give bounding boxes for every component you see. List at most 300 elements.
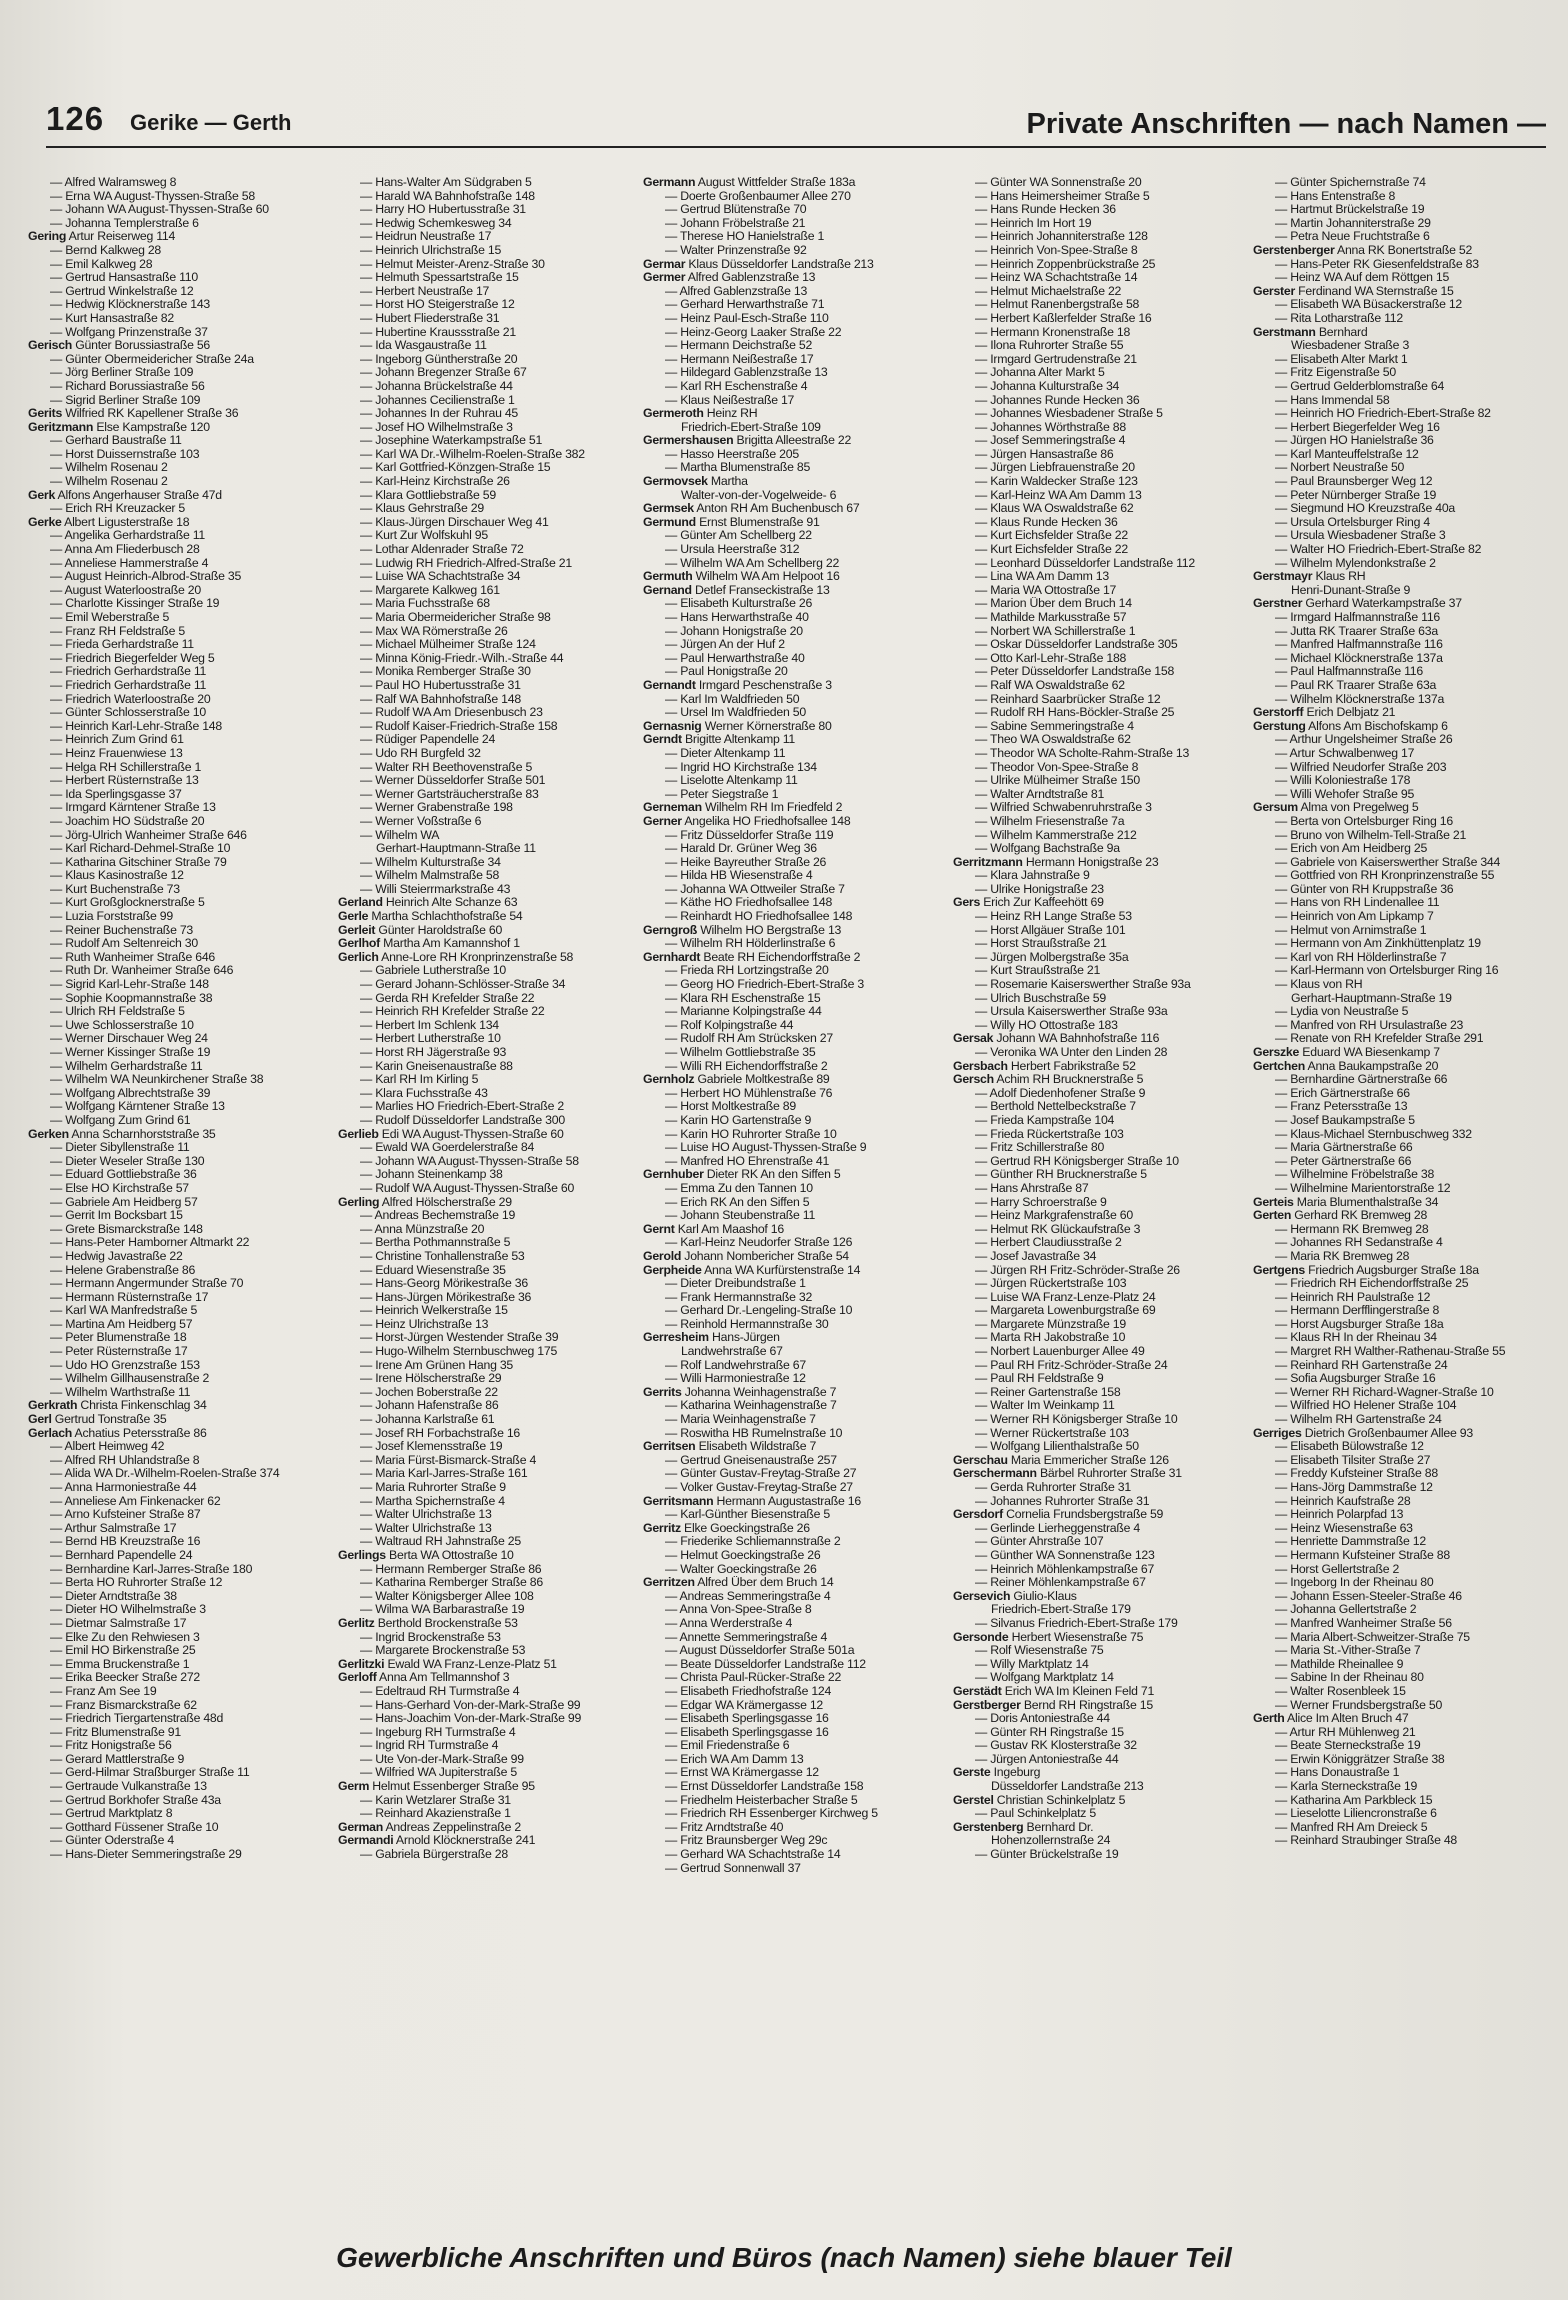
surname: Gerth [1253, 1712, 1285, 1726]
list-item: — Emma Zu den Tannen 10 [665, 1181, 813, 1195]
list-item: — Walter RH Beethovenstraße 5 [360, 760, 533, 774]
list-item: — Rolf Kolpingstraße 44 [665, 1018, 794, 1032]
surname-entry: Gernandt Irmgard Peschenstraße 3 [643, 678, 832, 692]
list-item: — Heinrich Zum Grind 61 [50, 733, 184, 747]
list-item: — Ursula Ortelsburger Ring 4 [1275, 515, 1430, 529]
surname-entry: Gerstmann Bernhard [1253, 325, 1368, 339]
list-item: — Ruth Dr. Wanheimer Straße 646 [50, 964, 234, 978]
surname-entry: Gersevich Giulio-Klaus [953, 1589, 1077, 1603]
list-item: — Ute Von-der-Mark-Straße 99 [360, 1752, 524, 1766]
list-item: — Johanna Alter Markt 5 [975, 366, 1105, 380]
list-item: — Ernst WA Krämergasse 12 [665, 1766, 819, 1780]
list-item: — Walter Ulrichstraße 13 [360, 1521, 492, 1535]
list-item: — Gerhard Herwarthstraße 71 [665, 298, 825, 312]
list-item: — Alida WA Dr.-Wilhelm-Roelen-Straße 374 [50, 1467, 280, 1481]
surname: Germandi [338, 1834, 394, 1848]
list-item: — Erich von Am Heidberg 25 [1275, 842, 1428, 856]
list-item: — Kurt Eichsfelder Straße 22 [975, 543, 1128, 557]
surname: Gernandt [643, 678, 696, 692]
list-item: — Erika Beecker Straße 272 [50, 1671, 201, 1685]
list-item: — Michael Mülheimer Straße 124 [360, 638, 536, 652]
list-item: — Luzia Forststraße 99 [50, 910, 173, 924]
surname: Gertchen [1253, 1059, 1305, 1073]
list-item: — Gerd-Hilmar Straßburger Straße 11 [50, 1766, 250, 1780]
surname-entry: Gerste Ingeburg [953, 1766, 1041, 1780]
list-item: — Klara Fuchsstraße 43 [360, 1086, 488, 1100]
list-item: — Johanna WA Ottweiler Straße 7 [665, 882, 845, 896]
list-item: — Paul RH Fritz-Schröder-Straße 24 [975, 1358, 1168, 1372]
list-item: — Maria RK Bremweg 28 [1275, 1249, 1410, 1263]
surname: Gerstorff [1253, 706, 1304, 720]
list-item: — Johann WA August-Thyssen-Straße 60 [50, 203, 269, 217]
surname: Gerstmayr [1253, 570, 1313, 584]
list-item: — Wilhelm Malmstraße 58 [360, 869, 500, 883]
list-item: — Kurt Eichsfelder Straße 22 [975, 529, 1128, 543]
list-item: — Wolfgang Prinzenstraße 37 [50, 325, 208, 339]
list-item: — Johann Bregenzer Straße 67 [360, 366, 527, 380]
list-item: — Hans-Gerhard Von-der-Mark-Straße 99 [360, 1698, 581, 1712]
list-item: — Maria Fuchsstraße 68 [360, 597, 490, 611]
list-item: — Wilhelm Gillhausenstraße 2 [50, 1372, 210, 1386]
list-item: — Johanna Brückelstraße 44 [360, 379, 513, 393]
list-item: — Anna Werderstraße 4 [665, 1616, 793, 1630]
list-item: — Kurt Hansastraße 82 [50, 311, 174, 325]
header-name-range: Gerike — Gerth [130, 110, 292, 135]
list-item: — Günter Obermeidericher Straße 24a [50, 352, 254, 366]
list-item: — Franz Am See 19 [50, 1684, 157, 1698]
list-item: — Martha Spichernstraße 4 [360, 1494, 505, 1508]
list-item: — Johannes Runde Hecken 36 [975, 393, 1140, 407]
list-item: — Gertrud Borkhofer Straße 43a [50, 1793, 221, 1807]
list-item: — Paul Braunsberger Weg 12 [1275, 475, 1433, 489]
surname: Gers [953, 896, 981, 910]
list-item: — Peter Düsseldorfer Landstraße 158 [975, 665, 1175, 679]
list-item: — Heinrich Im Hort 19 [975, 216, 1092, 230]
list-item: — Günter von RH Kruppstraße 36 [1275, 882, 1454, 896]
list-item: — Günter RH Ringstraße 15 [975, 1725, 1124, 1739]
surname-entry: German Andreas Zeppelinstraße 2 [338, 1820, 521, 1834]
list-item: — Gerard Johann-Schlösser-Straße 34 [360, 978, 566, 992]
list-item: — Richard Borussiastraße 56 [50, 379, 205, 393]
surname: Gerrits [643, 1385, 682, 1399]
list-item: — Joachim HO Südstraße 20 [50, 814, 205, 828]
list-item: — Fritz Schillerstraße 80 [975, 1141, 1105, 1155]
surname-entry: Germer Alfred Gablenzstraße 13 [643, 271, 816, 285]
list-item: — Heinz Frauenwiese 13 [50, 746, 183, 760]
list-item: — Jürgen Liebfrauenstraße 20 [975, 461, 1135, 475]
surname-entry: Gerschau Maria Emmericher Straße 126 [953, 1453, 1169, 1467]
list-item: — Sofia Augsburger Straße 16 [1275, 1372, 1436, 1386]
list-item: — August Waterloostraße 20 [50, 583, 201, 597]
list-item: — Willy HO Ottostraße 183 [975, 1018, 1118, 1032]
list-item: — Elisabeth Alter Markt 1 [1275, 352, 1408, 366]
list-item: — Luise HO August-Thyssen-Straße 9 [665, 1141, 867, 1155]
list-item: — Friedhelm Heisterbacher Straße 5 [665, 1793, 858, 1807]
surname-entry: Gersum Alma von Pregelweg 5 [1253, 801, 1419, 815]
surname-entry: Gerloff Anna Am Tellmannshof 3 [338, 1671, 510, 1685]
list-item: — Kurt Straußstraße 21 [975, 964, 1101, 978]
surname-entry: Gersch Achim RH Brucknerstraße 5 [953, 1073, 1144, 1087]
list-item: — Klaus-Michael Sternbuschweg 332 [1275, 1127, 1472, 1141]
list-item: — Fritz Arndtstraße 40 [665, 1820, 784, 1834]
list-item: — Walter Rosenbleek 15 [1275, 1684, 1406, 1698]
list-item: — Reinhold Hermannstraße 30 [665, 1317, 829, 1331]
list-item: — Heinrich Von-Spee-Straße 8 [975, 243, 1138, 257]
list-item: — Fritz Blumenstraße 91 [50, 1725, 181, 1739]
surname: Gerste [953, 1766, 991, 1780]
list-item: — Paul HO Hubertusstraße 31 [360, 678, 521, 692]
list-item: — Martha Blumenstraße 85 [665, 461, 811, 475]
surname-entry: Gerstel Christian Schinkelplatz 5 [953, 1793, 1126, 1807]
list-item: — Fritz Braunsberger Weg 29c [665, 1834, 828, 1848]
list-item: — Wilhelm RH Hölderlinstraße 6 [665, 937, 836, 951]
list-item: — Karl WA Dr.-Wilhelm-Roelen-Straße 382 [360, 447, 585, 461]
list-item: — Sigrid Karl-Lehr-Straße 148 [50, 978, 209, 992]
list-item: — Wilfried Schwabenruhrstraße 3 [975, 801, 1152, 815]
list-item: — Karin HO Ruhrorter Straße 10 [665, 1127, 837, 1141]
list-item: — Eduard Gottliebstraße 36 [50, 1168, 197, 1182]
list-item: — Heinz Markgrafenstraße 60 [975, 1209, 1133, 1223]
list-item: — Udo RH Burgfeld 32 [360, 746, 481, 760]
list-item: — Bernd Kalkweg 28 [50, 243, 162, 257]
list-item: — Theo WA Oswaldstraße 62 [975, 733, 1131, 747]
list-item: — Herbert Rüsternstraße 13 [50, 774, 199, 788]
list-item: — Jürgen An der Huf 2 [665, 638, 785, 652]
list-item: — Friedrich Gerhardstraße 11 [50, 665, 207, 679]
entry-continuation: Gerhart-Hauptmann-Straße 19 [1291, 991, 1452, 1005]
list-item: — Willi Steierrmarkstraße 43 [360, 882, 511, 896]
list-item: — Werner Rückertstraße 103 [975, 1426, 1129, 1440]
list-item: — Edeltraud RH Turmstraße 4 [360, 1684, 520, 1698]
list-item: — Hans-Walter Am Südgraben 5 [360, 176, 532, 189]
list-item: — Mathilde Rheinallee 9 [1275, 1657, 1404, 1671]
list-item: — Bernhard Papendelle 24 [50, 1548, 193, 1562]
directory-columns [28, 176, 1548, 2176]
list-item: — Willi RH Eichendorffstraße 2 [665, 1059, 828, 1073]
list-item: — Werner Gartsträucherstraße 83 [360, 787, 539, 801]
list-item: — Karin Wetzlarer Straße 31 [360, 1793, 511, 1807]
list-item: — Elisabeth Kulturstraße 26 [665, 597, 813, 611]
surname-entry: Gersak Johann WA Bahnhofstraße 116 [953, 1032, 1160, 1046]
surname: Gersdorf [953, 1508, 1003, 1522]
list-item: — Hermann Remberger Straße 86 [360, 1562, 542, 1576]
list-item: — Werner RH Richard-Wagner-Straße 10 [1275, 1385, 1494, 1399]
list-item: — Otto Karl-Lehr-Straße 188 [975, 651, 1127, 665]
surname: Gerold [643, 1249, 682, 1263]
list-item: — Hubert Fliederstraße 31 [360, 311, 500, 325]
list-item: — Helmut Ranenbergstraße 58 [975, 298, 1140, 312]
list-item: — Maria Albert-Schweitzer-Straße 75 [1275, 1630, 1470, 1644]
list-item: — Gabriele Lutherstraße 10 [360, 964, 506, 978]
entry-continuation: Wiesbadener Straße 3 [1291, 339, 1410, 353]
surname: Germovsek [643, 475, 708, 489]
surname: Gerresheim [643, 1331, 709, 1345]
list-item: — Werner RH Königsberger Straße 10 [975, 1413, 1178, 1427]
list-item: — Harald WA Bahnhofstraße 148 [360, 189, 535, 203]
list-item: — Eduard Wiesenstraße 35 [360, 1263, 506, 1277]
list-item: — Wilhelmine Fröbelstraße 38 [1275, 1168, 1435, 1182]
list-item: — Petra Neue Fruchtstraße 6 [1275, 230, 1430, 244]
list-item: — Erich WA Am Damm 13 [665, 1752, 804, 1766]
list-item: — Manfred HO Ehrenstraße 41 [665, 1154, 830, 1168]
list-item: — Paul Honigstraße 20 [665, 665, 788, 679]
list-item: — Charlotte Kissinger Straße 19 [50, 597, 220, 611]
list-item: — Gerda RH Krefelder Straße 22 [360, 991, 535, 1005]
list-item: — Maria St.-Vither-Straße 7 [1275, 1644, 1421, 1658]
list-item: — Wolfgang Marktplatz 14 [975, 1671, 1114, 1685]
list-item: — Wilhelm Rosenau 2 [50, 461, 168, 475]
list-item: — Karin HO Gartenstraße 9 [665, 1113, 812, 1127]
list-item: — Horst Straußstraße 21 [975, 937, 1107, 951]
surname: Gerner [643, 814, 682, 828]
list-item: — Emil Friedenstraße 6 [665, 1739, 790, 1753]
surname: Gerngroß [643, 923, 698, 937]
list-item: — August Düsseldorfer Straße 501a [665, 1644, 855, 1658]
list-item: — Georg HO Friedrich-Ebert-Straße 3 [665, 978, 864, 992]
surname-entry: Gerlitzki Ewald WA Franz-Lenze-Platz 51 [338, 1657, 557, 1671]
list-item: — Helmuth Spessartstraße 15 [360, 271, 519, 285]
list-item: — Reinhard Akazienstraße 1 [360, 1807, 511, 1821]
surname-entry: Gers Erich Zur Kaffeehött 69 [953, 896, 1104, 910]
list-item: — Jürgen Rückertstraße 103 [975, 1277, 1127, 1291]
list-item: — Elisabeth Sperlingsgasse 16 [665, 1712, 829, 1726]
surname: Gerstner [1253, 597, 1303, 611]
surname: Gerloff [338, 1671, 377, 1685]
list-item: — Heinrich Polarpfad 13 [1275, 1508, 1404, 1522]
surname-entry: Gerling Alfred Hölscherstraße 29 [338, 1195, 512, 1209]
list-item: — Klaus Gehrstraße 29 [360, 502, 484, 516]
surname-entry: Germovsek Martha [643, 475, 748, 489]
list-item: — Herbert Neustraße 17 [360, 284, 490, 298]
entry-continuation: Düsseldorfer Landstraße 213 [991, 1780, 1144, 1794]
surname: Gersum [1253, 801, 1298, 815]
list-item: — Herbert Kaßlerfelder Straße 16 [975, 311, 1152, 325]
list-item: — Irmgard Gertrudenstraße 21 [975, 352, 1137, 366]
list-item: — Hans-Peter RK Giesenfeldstraße 83 [1275, 257, 1479, 271]
list-item: — Hans Immendal 58 [1275, 393, 1390, 407]
list-item: — Volker Gustav-Freytag-Straße 27 [665, 1481, 853, 1494]
surname-entry: Gerriges Dietrich Großenbaumer Allee 93 [1253, 1426, 1473, 1440]
list-item: — Günter Schlosserstraße 10 [50, 706, 206, 720]
list-item: — Heidrun Neustraße 17 [360, 230, 492, 244]
list-item: — Hedwig Klöcknerstraße 143 [50, 298, 211, 312]
list-item: — Jürgen HO Hanielstraße 36 [1275, 434, 1434, 448]
list-item: — Walter Im Weinkamp 11 [975, 1399, 1115, 1413]
list-item: — Martin Johanniterstraße 29 [1275, 216, 1431, 230]
surname-entry: Gernhuber Dieter RK An den Siffen 5 [643, 1168, 841, 1182]
list-item: — Bertha Pothmannstraße 5 [360, 1236, 511, 1250]
list-item: — Maria Karl-Jarres-Straße 161 [360, 1467, 528, 1481]
surname-entry: Gerstenberg Bernhard Dr. [953, 1820, 1094, 1834]
list-item: — Bernhardine Karl-Jarres-Straße 180 [50, 1562, 253, 1576]
list-item: — Hans-Dieter Semmeringstraße 29 [50, 1848, 242, 1862]
surname: Gerke [28, 515, 62, 529]
list-item: — Doerte Großenbaumer Allee 270 [665, 189, 851, 203]
list-item: — Wilhelm Kulturstraße 34 [360, 855, 501, 869]
surname-entry: Gerster Ferdinand WA Sternstraße 15 [1253, 284, 1454, 298]
list-item: — Heinrich Johanniterstraße 128 [975, 230, 1148, 244]
surname-entry: Gerstorff Erich Delbjatz 21 [1253, 706, 1396, 720]
list-item: — Anneliese Hammerstraße 4 [50, 556, 209, 570]
list-item: — Günter Spichernstraße 74 [1275, 176, 1426, 189]
surname-entry: Gerritzmann Hermann Honigstraße 23 [953, 855, 1159, 869]
list-item: — Gertrud Blütenstraße 70 [665, 203, 807, 217]
list-item: — Katharina Remberger Straße 86 [360, 1576, 543, 1590]
list-item: — Maria Weinhagenstraße 7 [665, 1413, 816, 1427]
entry-continuation: Landwehrstraße 67 [681, 1345, 783, 1359]
list-item: — Margarete Brockenstraße 53 [360, 1644, 526, 1658]
surname: Germar [643, 257, 686, 271]
surname-entry: Geritzmann Else Kampstraße 120 [28, 420, 210, 434]
list-item: — Berthold Nettelbeckstraße 7 [975, 1100, 1136, 1114]
list-item: — Herbert Lutherstraße 10 [360, 1032, 501, 1046]
list-item: — Marion Über dem Bruch 14 [975, 597, 1132, 611]
list-item: — Josef Javastraße 34 [975, 1249, 1097, 1263]
surname: Germann [643, 176, 696, 189]
list-item: — Artur Schwalbenweg 17 [1275, 746, 1415, 760]
list-item: — Maria Gärtnerstraße 66 [1275, 1141, 1413, 1155]
list-item: — Wilhelmine Marientorstraße 12 [1275, 1181, 1451, 1195]
list-item: — Ruth Wanheimer Straße 646 [50, 950, 216, 964]
list-item: — Sabine Semmeringstraße 4 [975, 719, 1134, 733]
list-item: — Frieda RH Lortzingstraße 20 [665, 964, 829, 978]
list-item: — Fritz Eigenstraße 50 [1275, 366, 1396, 380]
list-item: — Arno Kufsteiner Straße 87 [50, 1508, 201, 1522]
list-item: — Wilhelm Gottliebstraße 35 [665, 1046, 816, 1059]
list-item: — Ingeborg Güntherstraße 20 [360, 352, 518, 366]
surname-entry: Gernand Detlef Franseckistraße 13 [643, 583, 830, 597]
list-item: — Wolfgang Bachstraße 9a [975, 842, 1120, 856]
surname-entry: Gernasnig Werner Körnerstraße 80 [643, 719, 832, 733]
list-item: — Ingrid HO Kirchstraße 134 [665, 760, 817, 774]
list-item: — Therese HO Hanielstraße 1 [665, 230, 825, 244]
surname-entry: Gerndt Brigitte Altenkamp 11 [643, 733, 796, 747]
list-item: — Luise WA Franz-Lenze-Platz 24 [975, 1290, 1156, 1304]
list-item: — Peter Nürnberger Straße 19 [1275, 488, 1437, 502]
list-item: — Josef Baukampstraße 5 [1275, 1113, 1415, 1127]
list-item: — Friedrich RH Eichendorffstraße 25 [1275, 1277, 1469, 1291]
list-item: — Hans von RH Lindenallee 11 [1275, 896, 1440, 910]
surname: Gerisch [28, 339, 73, 353]
list-item: — Luise WA Schachtstraße 34 [360, 570, 521, 584]
directory-column-5 [1253, 176, 1553, 1848]
list-item: — Renate von RH Krefelder Straße 291 [1275, 1032, 1484, 1046]
list-item: — Jürgen RH Fritz-Schröder-Straße 26 [975, 1263, 1180, 1277]
list-item: — Hartmut Brückelstraße 19 [1275, 203, 1425, 217]
list-item: — Peter Gärtnerstraße 66 [1275, 1154, 1412, 1168]
list-item: — Maria WA Ottostraße 17 [975, 583, 1117, 597]
list-item: — Beate Düsseldorfer Landstraße 112 [665, 1657, 866, 1671]
list-item: — Norbert Lauenburger Allee 49 [975, 1345, 1145, 1359]
list-item: — Klaus Runde Hecken 36 [975, 515, 1118, 529]
list-item: — Frieda Gerhardstraße 11 [50, 638, 194, 652]
list-item: — Grete Bismarckstraße 148 [50, 1222, 203, 1236]
surname-entry: Germeroth Heinz RH [643, 407, 758, 421]
list-item: — Klaus von RH [1275, 978, 1363, 992]
list-item: — Hilda HB Wiesenstraße 4 [665, 869, 813, 883]
list-item: — Gertraude Vulkanstraße 13 [50, 1780, 207, 1794]
list-item: — Johann WA August-Thyssen-Straße 58 [360, 1154, 579, 1168]
surname: Gerschermann [953, 1467, 1037, 1481]
list-item: — Michael Klöcknerstraße 137a [1275, 651, 1443, 665]
list-item: — Ursula Heerstraße 312 [665, 543, 800, 557]
list-item: — Paul RH Feldstraße 9 [975, 1372, 1104, 1386]
list-item: — Klaus Neißestraße 17 [665, 393, 795, 407]
list-item: — Elisabeth Sperlingsgasse 16 [665, 1725, 829, 1739]
list-item: — Anneliese Am Finkenacker 62 [50, 1494, 221, 1508]
list-item: — Franz RH Feldstraße 5 [50, 624, 186, 638]
surname-entry: Gerstädt Erich WA Im Kleinen Feld 71 [953, 1684, 1155, 1698]
list-item: — Gertrud Marktplatz 8 [50, 1807, 173, 1821]
list-item: — Norbert Neustraße 50 [1275, 461, 1405, 475]
list-item: — Karl-Heinz Kirchstraße 26 [360, 475, 510, 489]
surname: Germeroth [643, 407, 704, 421]
list-item: — Maria Fürst-Bismarck-Straße 4 [360, 1453, 537, 1467]
list-item: — Gertrud Gelderblomstraße 64 [1275, 379, 1445, 393]
list-item: — Wolfgang Zum Grind 61 [50, 1113, 191, 1127]
surname-entry: Gering Artur Reiserweg 114 [28, 230, 176, 244]
list-item: — Anna Von-Spee-Straße 8 [665, 1603, 812, 1617]
list-item: — Jürgen Molbergstraße 35a [975, 950, 1129, 964]
list-item: — Heinrich Möhlenkampstraße 67 [975, 1562, 1155, 1576]
list-item: — Liselotte Altenkamp 11 [665, 774, 798, 788]
list-item: — Siegmund HO Kreuzstraße 40a [1275, 502, 1456, 516]
list-item: — Emil Weberstraße 5 [50, 611, 170, 624]
list-item: — Friedrich Tiergartenstraße 48d [50, 1712, 224, 1726]
list-item: — Werner Dirschauer Weg 24 [50, 1032, 208, 1046]
list-item: — Werner Voßstraße 6 [360, 814, 482, 828]
list-item: — Silvanus Friedrich-Ebert-Straße 179 [975, 1616, 1178, 1630]
list-item: — Heinrich Kaufstraße 28 [1275, 1494, 1411, 1508]
list-item: — Gertrud RH Königsberger Straße 10 [975, 1154, 1179, 1168]
surname-entry: Gerleit Günter Haroldstraße 60 [338, 923, 503, 937]
list-item: — Heinrich RH Paulstraße 12 [1275, 1290, 1431, 1304]
entry-continuation: Gerhart-Hauptmann-Straße 11 [376, 842, 536, 856]
list-item: — Helmut Michaelstraße 22 [975, 284, 1122, 298]
list-item: — Paul RK Traarer Straße 63a [1275, 678, 1437, 692]
list-item: — Ulrich Buschstraße 59 [975, 991, 1106, 1005]
list-item: — Frank Hermannstraße 32 [665, 1290, 813, 1304]
list-item: — Ingrid Brockenstraße 53 [360, 1630, 501, 1644]
list-item: — Hermann Kronenstraße 18 [975, 325, 1131, 339]
list-item: — Margareta Lowenburgstraße 69 [975, 1304, 1156, 1318]
list-item: — Kurt Großglocknerstraße 5 [50, 896, 205, 910]
list-item: — Andreas Bechemstraße 19 [360, 1209, 516, 1223]
surname: Gersak [953, 1032, 994, 1046]
list-item: — Marianne Kolpingstraße 44 [665, 1005, 822, 1019]
list-item: — Heinz-Georg Laaker Straße 22 [665, 325, 842, 339]
list-item: — Herbert Im Schlenk 134 [360, 1018, 499, 1032]
list-item: — Hans-Jörg Dammstraße 12 [1275, 1481, 1433, 1494]
list-item: — Heinz WA Auf dem Röttgen 15 [1275, 271, 1450, 285]
list-item: — Theodor WA Scholte-Rahm-Straße 13 [975, 746, 1190, 760]
list-item: — Helene Grabenstraße 86 [50, 1263, 196, 1277]
list-item: — Henriette Dammstraße 12 [1275, 1535, 1426, 1549]
surname-entry: Gerneman Wilhelm RH Im Friedfeld 2 [643, 801, 843, 815]
list-item: — Margarete Kalkweg 161 [360, 583, 500, 597]
list-item: — Wilhelm Kammerstraße 212 [975, 828, 1137, 842]
surname: Gerkrath [28, 1399, 78, 1413]
list-item: — Heinrich HO Friedrich-Ebert-Straße 82 [1275, 407, 1491, 421]
list-item: — Freddy Kufsteiner Straße 88 [1275, 1467, 1438, 1481]
list-item: — Else HO Kirchstraße 57 [50, 1181, 189, 1195]
list-item: — Dieter HO Wilhelmstraße 3 [50, 1603, 206, 1617]
surname-entry: Gerritsmann Hermann Augustastraße 16 [643, 1494, 861, 1508]
list-item: — Hermann Angermunder Straße 70 [50, 1277, 244, 1291]
surname: Geritzmann [28, 420, 94, 434]
list-item: — Hans-Joachim Von-der-Mark-Straße 99 [360, 1712, 582, 1726]
surname-entry: Gerits Wilfried RK Kapellener Straße 36 [28, 407, 239, 421]
